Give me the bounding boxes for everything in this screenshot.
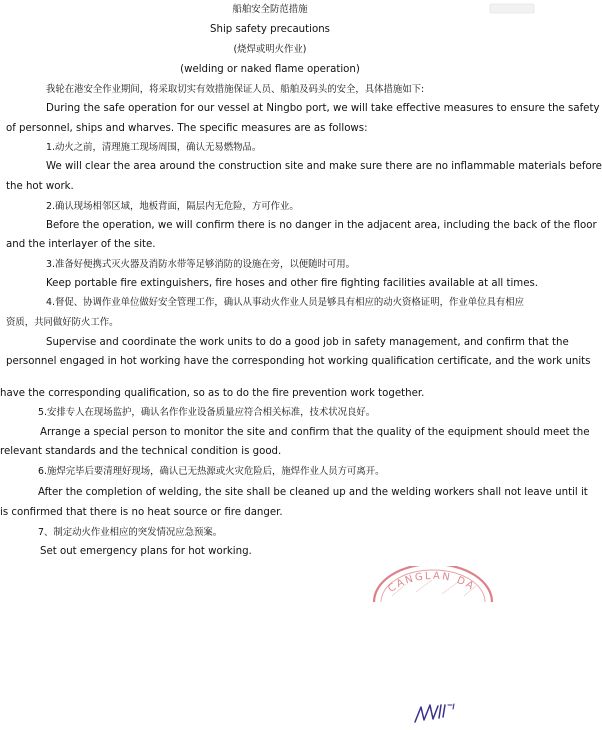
subtitle-en: (welding or naked flame operation) — [180, 64, 360, 75]
measure-1-en-line-2: the hot work. — [6, 181, 74, 192]
measure-5-en-line-2: relevant standards and the technical condition is good. — [0, 446, 282, 457]
measure-1-en-line-1: We will clear the area around the construction site and make sure there are no inflammable materials before — [46, 161, 602, 172]
measure-5-en-line-1: Arrange a special person to monitor the site and confirm that the quality of the equipment should meet the — [40, 427, 590, 438]
measure-4-zh-line-2: 资质，共同做好防火工作。 — [6, 317, 119, 328]
measure-2-en-line-1: Before the operation, we will confirm there is no danger in the adjacent area, including the back of the floor — [46, 220, 597, 231]
measure-6-en-line-2: is confirmed that there is no heat source or fire danger. — [0, 507, 283, 518]
intro-en-line-1: During the safe operation for our vessel at Ningbo port, we will take effective measures to ensure the safety — [46, 103, 600, 114]
subtitle-zh: (烧焊或明火作业) — [233, 44, 307, 55]
measure-3-zh: 3.准备好便携式灭火器及消防水带等足够消防的设施在旁，以便随时可用。 — [46, 259, 355, 270]
measure-3-en: Keep portable fire extinguishers, fire hoses and other fire fighting facilities available at all times. — [46, 278, 539, 289]
measure-2-en-line-2: and the interlayer of the site. — [6, 239, 156, 250]
signature — [412, 700, 464, 726]
measure-5-zh: 5.安排专人在现场监护，确认名作作业设备质量应符合相关标准，技术状况良好。 — [38, 407, 376, 418]
measure-1-zh: 1.动火之前，清理施工现场周围，确认无易燃物品。 — [46, 142, 262, 153]
svg-text:CANGLAN DA: CANGLAN DA — [386, 570, 477, 595]
measure-4-en-line-3: have the corresponding qualification, so as to do the fire prevention work together. — [0, 388, 425, 399]
measure-2-zh: 2.确认现场相邻区域，地板背面，隔层内无危险，方可作业。 — [46, 201, 299, 212]
measure-6-zh: 6.施焊完毕后要清理好现场，确认已无热源或火灾危险后，施焊作业人员方可离开。 — [38, 466, 385, 477]
company-seal — [372, 566, 494, 602]
measure-4-zh-line-1: 4.督促、协调作业单位做好安全管理工作，确认从事动火作业人员是够具有相应的动火资格证明，作业单位具有相应 — [46, 297, 524, 308]
measure-7-en: Set out emergency plans for hot working. — [40, 546, 252, 557]
intro-zh: 我轮在港安全作业期间，将采取切实有效措施保证人员、船舶及码头的安全，具体措施如下: — [46, 84, 425, 95]
intro-en-line-2: of personnel, ships and wharves. The specific measures are as follows: — [6, 123, 368, 134]
measure-4-en-line-1: Supervise and coordinate the work units to do a good job in safety management, and confirm that the — [46, 337, 569, 348]
measure-4-en-line-2: personnel engaged in hot working have the corresponding hot working qualification certificate, and the work units — [6, 356, 591, 367]
measure-7-zh: 7、制定动火作业相应的突发情况应急预案。 — [38, 527, 223, 538]
title-zh: 船舶安全防范措施 — [232, 4, 308, 15]
title-en: Ship safety precautions — [210, 24, 330, 35]
measure-6-en-line-1: After the completion of welding, the site shall be cleaned up and the welding workers shall not leave until it — [38, 487, 588, 498]
